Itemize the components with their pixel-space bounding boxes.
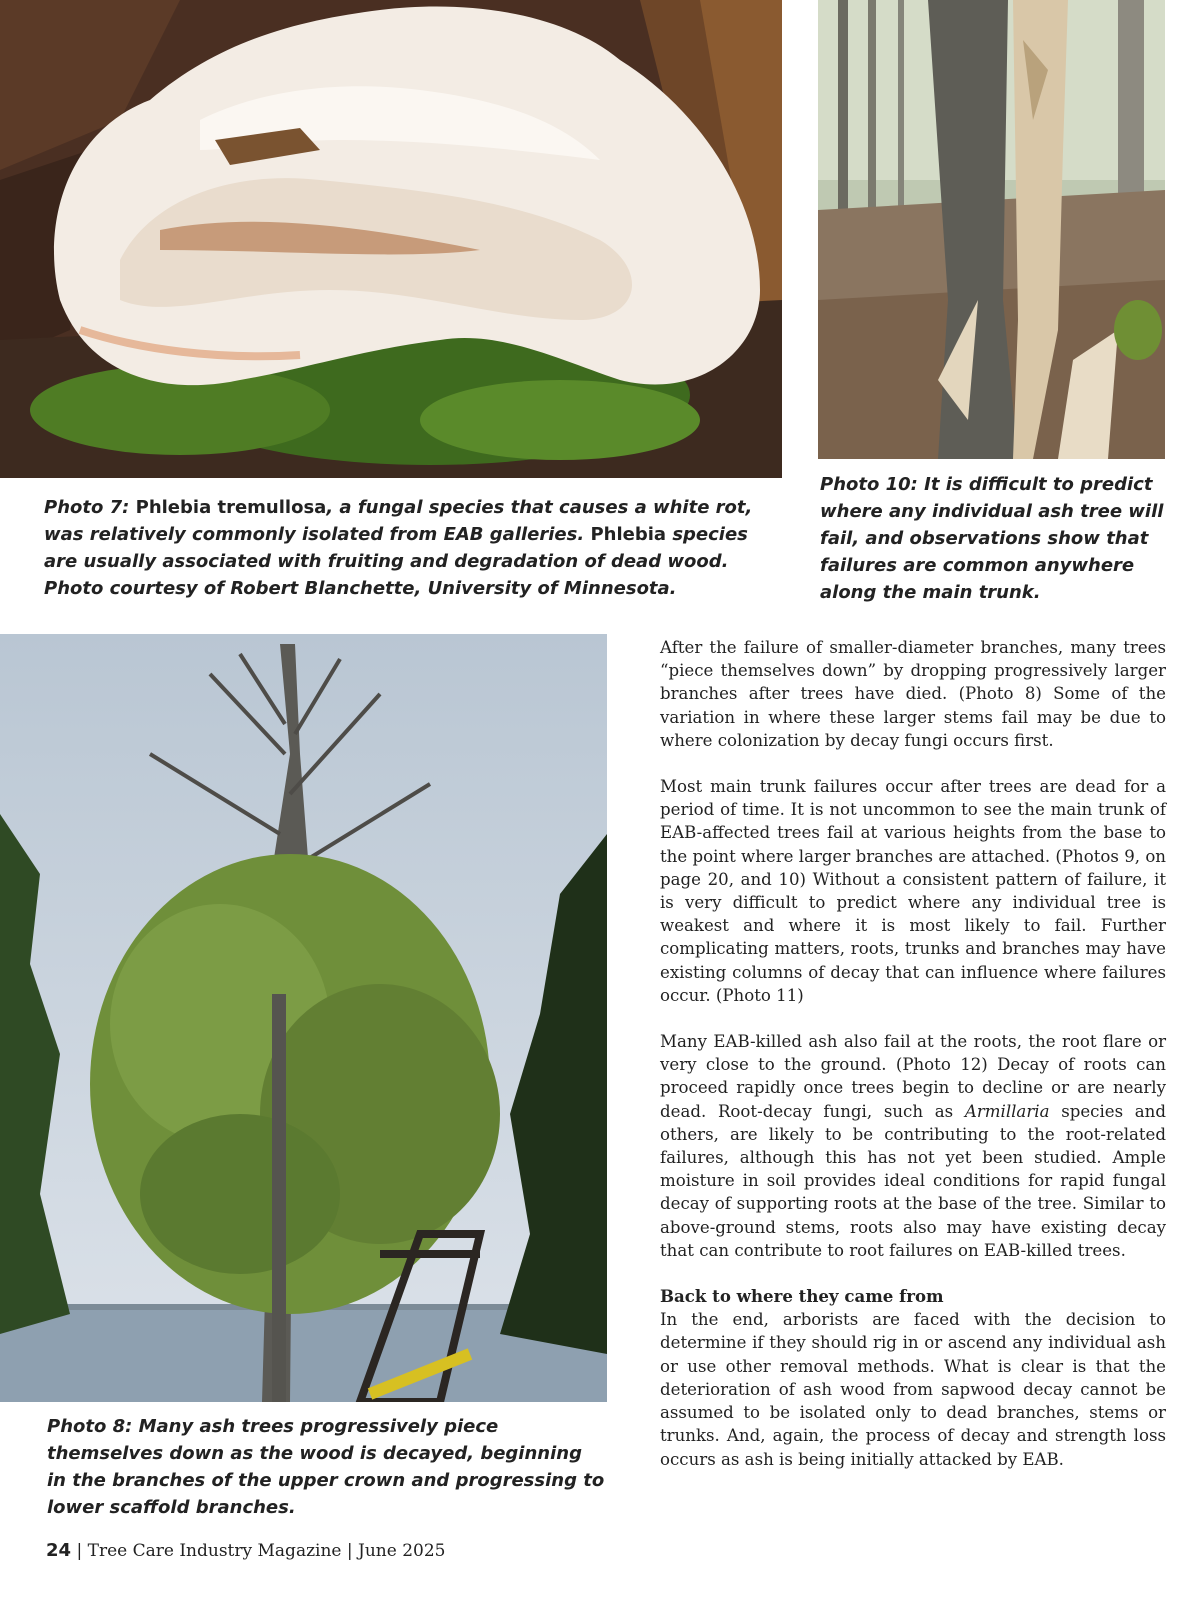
paragraph-piece-down: After the failure of smaller-diameter branches, many trees “piece themselves down” by dropping progressively larger branches after trees have died. (Photo 8) Some of the variation in where these larger stems fail may be due to where colonization by decay fungi occurs first. [660,638,1166,750]
photo-10-caption: Photo 10: It is difficult to predict where any individual ash tree will fail, and observations show that failures are common anywhere along the main trunk. [820,474,1164,603]
footer-separator: | [346,1541,353,1561]
fungus-image [0,0,782,478]
caption-text: , a fungal species that causes a white rot, was relatively commonly isolated from EAB galleries. [44,497,753,545]
page-number: 24 [46,1540,72,1561]
paragraph-text: In the end, arborists are faced with the decision to determine if they should rig in or ascend any individual ash or use other removal methods. What is clear is that the deterioration of ash wood from sapwood decay cannot be assumed to be isolated only to dead branches, stems or trunks. And, again, the process of decay and strength loss occurs as ash is being initially attacked by EAB. [660,1310,1166,1469]
article-body [660,636,1166,1494]
page-footer [46,1540,445,1561]
paragraph-text: Many EAB-killed ash also fail at the roots, the root flare or very close to the ground. (Photo 12) Decay of roots can proceed rapidly once trees begin to decline or are nearly dead. Root-decay fungi, such as [660,1032,1166,1121]
paragraph-conclusion [660,1285,1166,1471]
paragraph-root-failures [660,1030,1166,1262]
photo-10-trunk-failure [818,0,1165,459]
photo-8-ash-tree [0,634,607,1402]
photo-7-caption [44,494,784,602]
paragraph-trunk-failures: Most main trunk failures occur after trees are dead for a period of time. It is not uncommon to see the main trunk of EAB-affected trees fail at various heights from the base to the point where larger branches are attached. (Photos 9, on page 20, and 10) Without a consistent pattern of failure, it is very difficult to predict where any individual tree is weakest and where it is most likely to fail. Further complicating matters, roots, trunks and branches may have existing columns of decay that can influence where failures occur. (Photo 11) [660,777,1166,1005]
caption-lead: Photo 7: [44,497,130,518]
issue-date: June 2025 [358,1541,446,1561]
photo-7-fungus [0,0,782,478]
genus-armillaria: Armillaria [964,1101,1050,1121]
footer-separator: | [76,1541,83,1561]
species-name: Phlebia tremullosa [135,497,327,518]
ash-tree-image [0,634,607,1402]
publication-name: Tree Care Industry Magazine [87,1541,342,1561]
photo-8-caption: Photo 8: Many ash trees progressively piece themselves down as the wood is decayed, beginning in the branches of the upper crown and progressing to lower scaffold branches. [47,1416,605,1518]
section-heading: Back to where they came from [660,1286,944,1307]
trunk-failure-image [818,0,1165,459]
paragraph-text: species and others, are likely to be contributing to the root-related failures, although this has not yet been studied. Ample moisture in soil provides ideal conditions for rapid fungal decay of supporting roots at the base of the tree. Similar to above-ground stems, roots also may have existing decay that can contribute to root failures on EAB-killed trees. [660,1101,1166,1260]
caption-text: species are usually associated with fruiting and degradation of dead wood. Photo courtesy of Robert Blanchette, University of Minnesota. [44,524,748,599]
genus-name: Phlebia [590,524,667,545]
